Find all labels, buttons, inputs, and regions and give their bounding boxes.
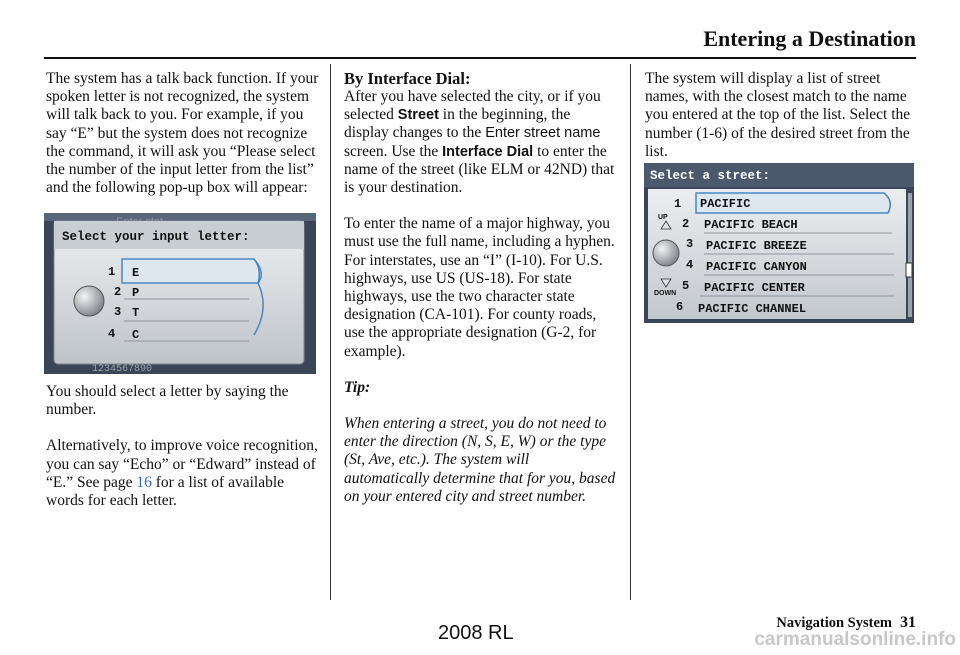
selected-row-highlight <box>122 259 259 283</box>
alternative-paragraph: Alternatively, to improve voice recognition, you can say “Echo” or “Edward” instead of “E.” See page 16 for a list of available words for each letter. <box>46 437 318 510</box>
column-divider-1 <box>330 64 331 600</box>
select-street-screenshot <box>644 163 914 323</box>
street-list-paragraph: The system will display a list of street names, with the closest match to the name you entered at the top of the list. Select the number (1-6) of the desired street from the list. <box>645 70 911 160</box>
keypad-digits: 1234567890 <box>92 364 153 374</box>
tip-heading: Tip: <box>344 378 371 396</box>
street-number-2: 2 <box>682 217 690 231</box>
header-rule <box>44 57 916 59</box>
street-number-1: 1 <box>674 197 682 211</box>
page-16-link[interactable]: 16 <box>136 473 152 491</box>
footer-section: Navigation System <box>776 615 892 631</box>
street-dial-icon <box>653 240 679 266</box>
letter-item-1: E <box>132 266 140 280</box>
street-item-4[interactable]: PACIFIC CANYON <box>706 260 807 274</box>
letter-number-4: 4 <box>108 327 116 341</box>
letter-number-1: 1 <box>108 265 116 279</box>
down-label: DOWN <box>654 290 677 297</box>
letter-number-3: 3 <box>114 305 122 319</box>
talk-back-paragraph: The system has a talk back function. If your spoken letter is not recognized, the system will talk back to you. For example, if you say “E” but the system does not recognize the command, it will ask you “Please select the number of the input letter from the list” and the following pop-up box will appear: <box>46 70 319 197</box>
input-letter-screen-graphic <box>44 213 316 374</box>
page-title: Entering a Destination <box>703 26 916 51</box>
select-street-screen-graphic <box>644 163 914 323</box>
street-number-4: 4 <box>686 258 694 272</box>
letter-item-3: T <box>132 306 140 320</box>
street-item-2[interactable]: PACIFIC BEACH <box>704 218 798 232</box>
interface-dial-heading: By Interface Dial: <box>344 69 471 88</box>
input-letter-screenshot <box>44 213 316 374</box>
tip-text: When entering a street, you do not need to enter the direction (N, S, E, W) or the type (St, Ave, etc.). The system will automatically determine that for you, based on your entered city and street number. <box>344 415 616 505</box>
street-item-5[interactable]: PACIFIC CENTER <box>704 281 805 295</box>
letter-number-2: 2 <box>114 285 122 299</box>
highway-paragraph: To enter the name of a major highway, you must use the full name, including a hyphen. For interstates, use an “I” (I-10). For U.S. highways, use US (US-18). For state highways, use the two character state designation (CA-101). For county roads, use the appropriate designation (G-2, for example). <box>344 215 615 360</box>
up-label: UP <box>658 214 668 221</box>
column-2 <box>344 70 616 524</box>
dial-icon <box>74 286 104 316</box>
letter-item-2: P <box>132 286 140 300</box>
popup-header: Select your input letter: <box>62 230 250 244</box>
street-number-6: 6 <box>676 300 684 314</box>
watermark: carmanualsonline.info <box>754 629 956 650</box>
column-divider-2 <box>630 64 631 600</box>
model-year-label: 2008 RL <box>438 622 514 644</box>
page-number: 31 <box>900 614 916 631</box>
street-item-1[interactable]: PACIFIC <box>700 197 751 211</box>
column-1 <box>46 70 321 215</box>
select-letter-paragraph: You should select a letter by saying the number. <box>46 383 289 419</box>
street-popup-header: Select a street: <box>650 169 771 183</box>
street-item-6[interactable]: PACIFIC CHANNEL <box>698 302 807 316</box>
street-number-5: 5 <box>682 279 690 293</box>
street-item-3[interactable]: PACIFIC BREEZE <box>706 239 807 253</box>
street-number-3: 3 <box>686 237 694 251</box>
column-1-lower <box>46 383 321 528</box>
letter-item-4: C <box>132 328 140 342</box>
interface-dial-paragraph: After you have selected the city, or if you selected Street in the beginning, the display changes to the Enter street name screen. Use the Interface Dial to enter the name of the street (like ELM or 42ND) that is your destination. <box>344 88 615 197</box>
